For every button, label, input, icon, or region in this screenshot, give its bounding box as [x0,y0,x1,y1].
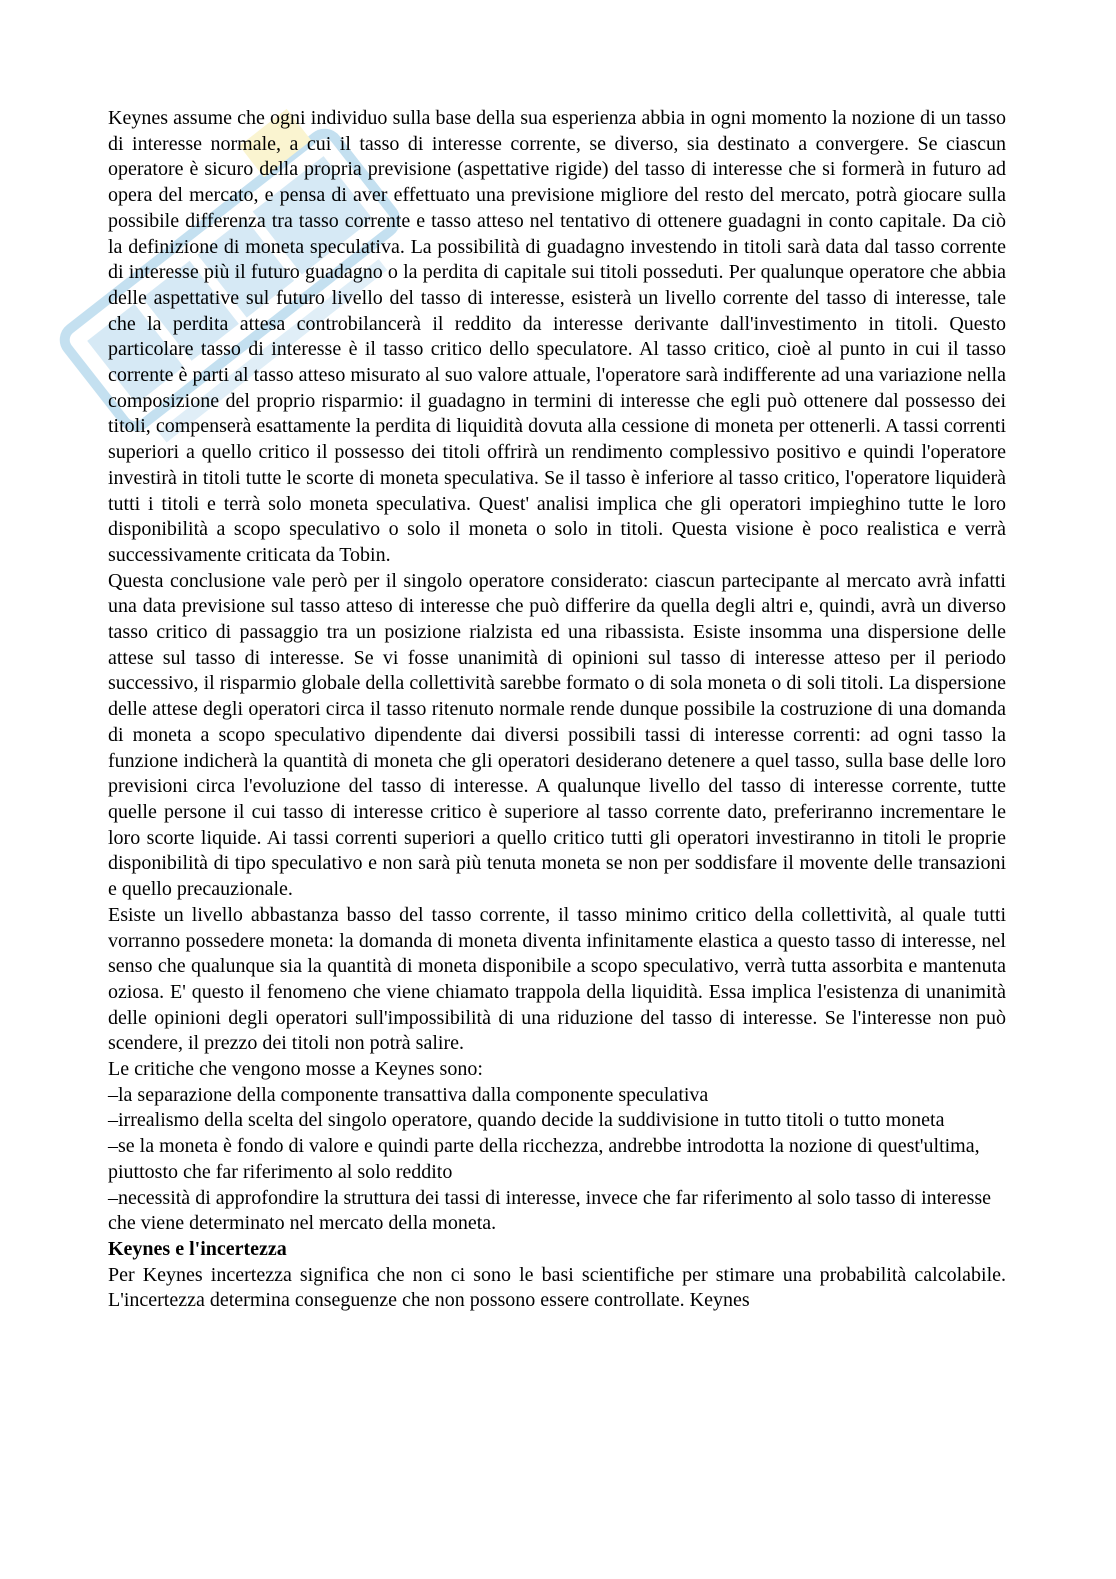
paragraph-incertezza: Per Keynes incertezza significa che non ci sono le basi scientifiche per stimare una probabilità calcolabile. L'incertezza determina conseguenze che non possono essere controllate. Keynes [108,1263,1006,1312]
paragraph-critiche-intro: Le critiche che vengono mosse a Keynes sono: [108,1058,483,1081]
list-item: –irrealismo della scelta del singolo operatore, quando decide la suddivisione in tutto titoli o tutto moneta [108,1109,945,1132]
list-item: –la separazione della componente transattiva dalla componente speculativa [108,1083,709,1106]
paragraph-dispersione-attese: Questa conclusione vale però per il singolo operatore considerato: ciascun partecipante al mercato avrà infatti una data previsione sul tasso atteso di interesse che può differire da quella degli altri e, quindi, avrà un diverso tasso critico di passaggio tra un posizione rialzista ed una ribassista. Esiste insomma una dispersione delle attese sul tasso di interesse. Se vi fosse unanimità di opinioni sul tasso di interesse atteso per il periodo successivo, il risparmio globale della collettività sarebbe formato o di sola moneta o di soli titoli. La dispersione delle attese degli operatori circa il tasso ritenuto normale rende dunque possibile la costruzione di una domanda di moneta a scopo speculativo dipendente dai diversi possibili tassi di interesse correnti: ad ogni tasso la funzione indicherà la quantità di moneta che gli operatori desiderano detenere a quel tasso, sulla base delle loro previsioni circa l'evoluzione del tasso di interesse. A qualunque livello del tasso di interesse corrente, tutte quelle persone il cui tasso di interesse critico è superiore al tasso corrente dato, preferiranno incrementare le loro scorte liquide. Ai tassi correnti superiori a quello critico tutti gli operatori investiranno in titoli le proprie disponibilità di tipo speculativo e non sarà più tenuta moneta se non per soddisfare il movente delle transazioni e quello precauzionale. [108,569,1006,901]
paragraph-tasso-critico: Keynes assume che ogni individuo sulla base della sua esperienza abbia in ogni momento la nozione di un tasso di interesse normale, a cui il tasso di interesse corrente, se diverso, sia destinato a convergere. Se ciascun operatore è sicuro della propria previsione (aspettative rigide) del tasso di interesse che si formerà in futuro ad opera del mercato, e pensa di aver effettuato una previsione migliore del resto del mercato, potrà giocare sulla possibile differenza tra tasso corrente e tasso atteso nel tentativo di ottenere guadagni in conto capitale. Da ciò la definizione di moneta speculativa. La possibilità di guadagno investendo in titoli sarà data dal tasso corrente di interesse più il futuro guadagno o la perdita di capitale sui titoli posseduti. Per qualunque operatore che abbia delle aspettative sul futuro livello del tasso di interesse, esisterà un livello corrente del tasso di interesse, tale che la perdita attesa controbilancerà il reddito da interesse derivante dall'investimento in titoli. Questo particolare tasso di interesse è il tasso critico dello speculatore. Al tasso critico, cioè al punto in cui il tasso corrente è parti al tasso atteso misurato al suo valore attuale, l'operatore sarà indifferente ad una variazione nella composizione del proprio risparmio: il guadagno in termini di interesse che egli può ottenere dal possesso dei titoli, compenserà esattamente la perdita di liquidità dovuta alla cessione di moneta per ottenerli. A tassi correnti superiori a quello critico il possesso dei titoli offrirà un rendimento complessivo positivo e quindi l'operatore investirà in titoli tutte le scorte di moneta speculativa. Se il tasso è inferiore al tasso critico, l'operatore liquiderà tutti i titoli e terrà solo moneta speculativa. Quest' analisi implica che gli operatori impieghino tutte le loro disponibilità a scopo speculativo o solo il moneta o solo in titoli. Questa visione è poco realistica e verrà successivamente criticata da Tobin. [108,107,1006,566]
list-item: –se la moneta è fondo di valore e quindi parte della ricchezza, andrebbe introdotta la nozione di quest'ultima, piuttosto che far riferimento al solo reddito [108,1135,980,1183]
paragraph-trappola-liquidita: Esiste un livello abbastanza basso del tasso corrente, il tasso minimo critico della collettività, al quale tutti vorranno possedere moneta: la domanda di moneta diventa infinitamente elastica a questo tasso di interesse, nel senso che qualunque sia la quantità di moneta disponibile a scopo speculativo, verrà tutta assorbita e mantenuta oziosa. E' questo il fenomeno che viene chiamato trappola della liquidità. Essa implica l'esistenza di unanimità delle opinioni degli operatori sull'impossibilità di una riduzione del tasso di interesse. Se l'interesse non può scendere, il prezzo dei titoli non potrà salire. [108,903,1006,1055]
list-item: –necessità di approfondire la struttura dei tassi di interesse, invece che far riferimento al solo tasso di interesse che viene determinato nel mercato della moneta. [108,1186,992,1235]
document-body [108,106,1006,1314]
section-heading: Keynes e l'incertezza [108,1237,287,1260]
